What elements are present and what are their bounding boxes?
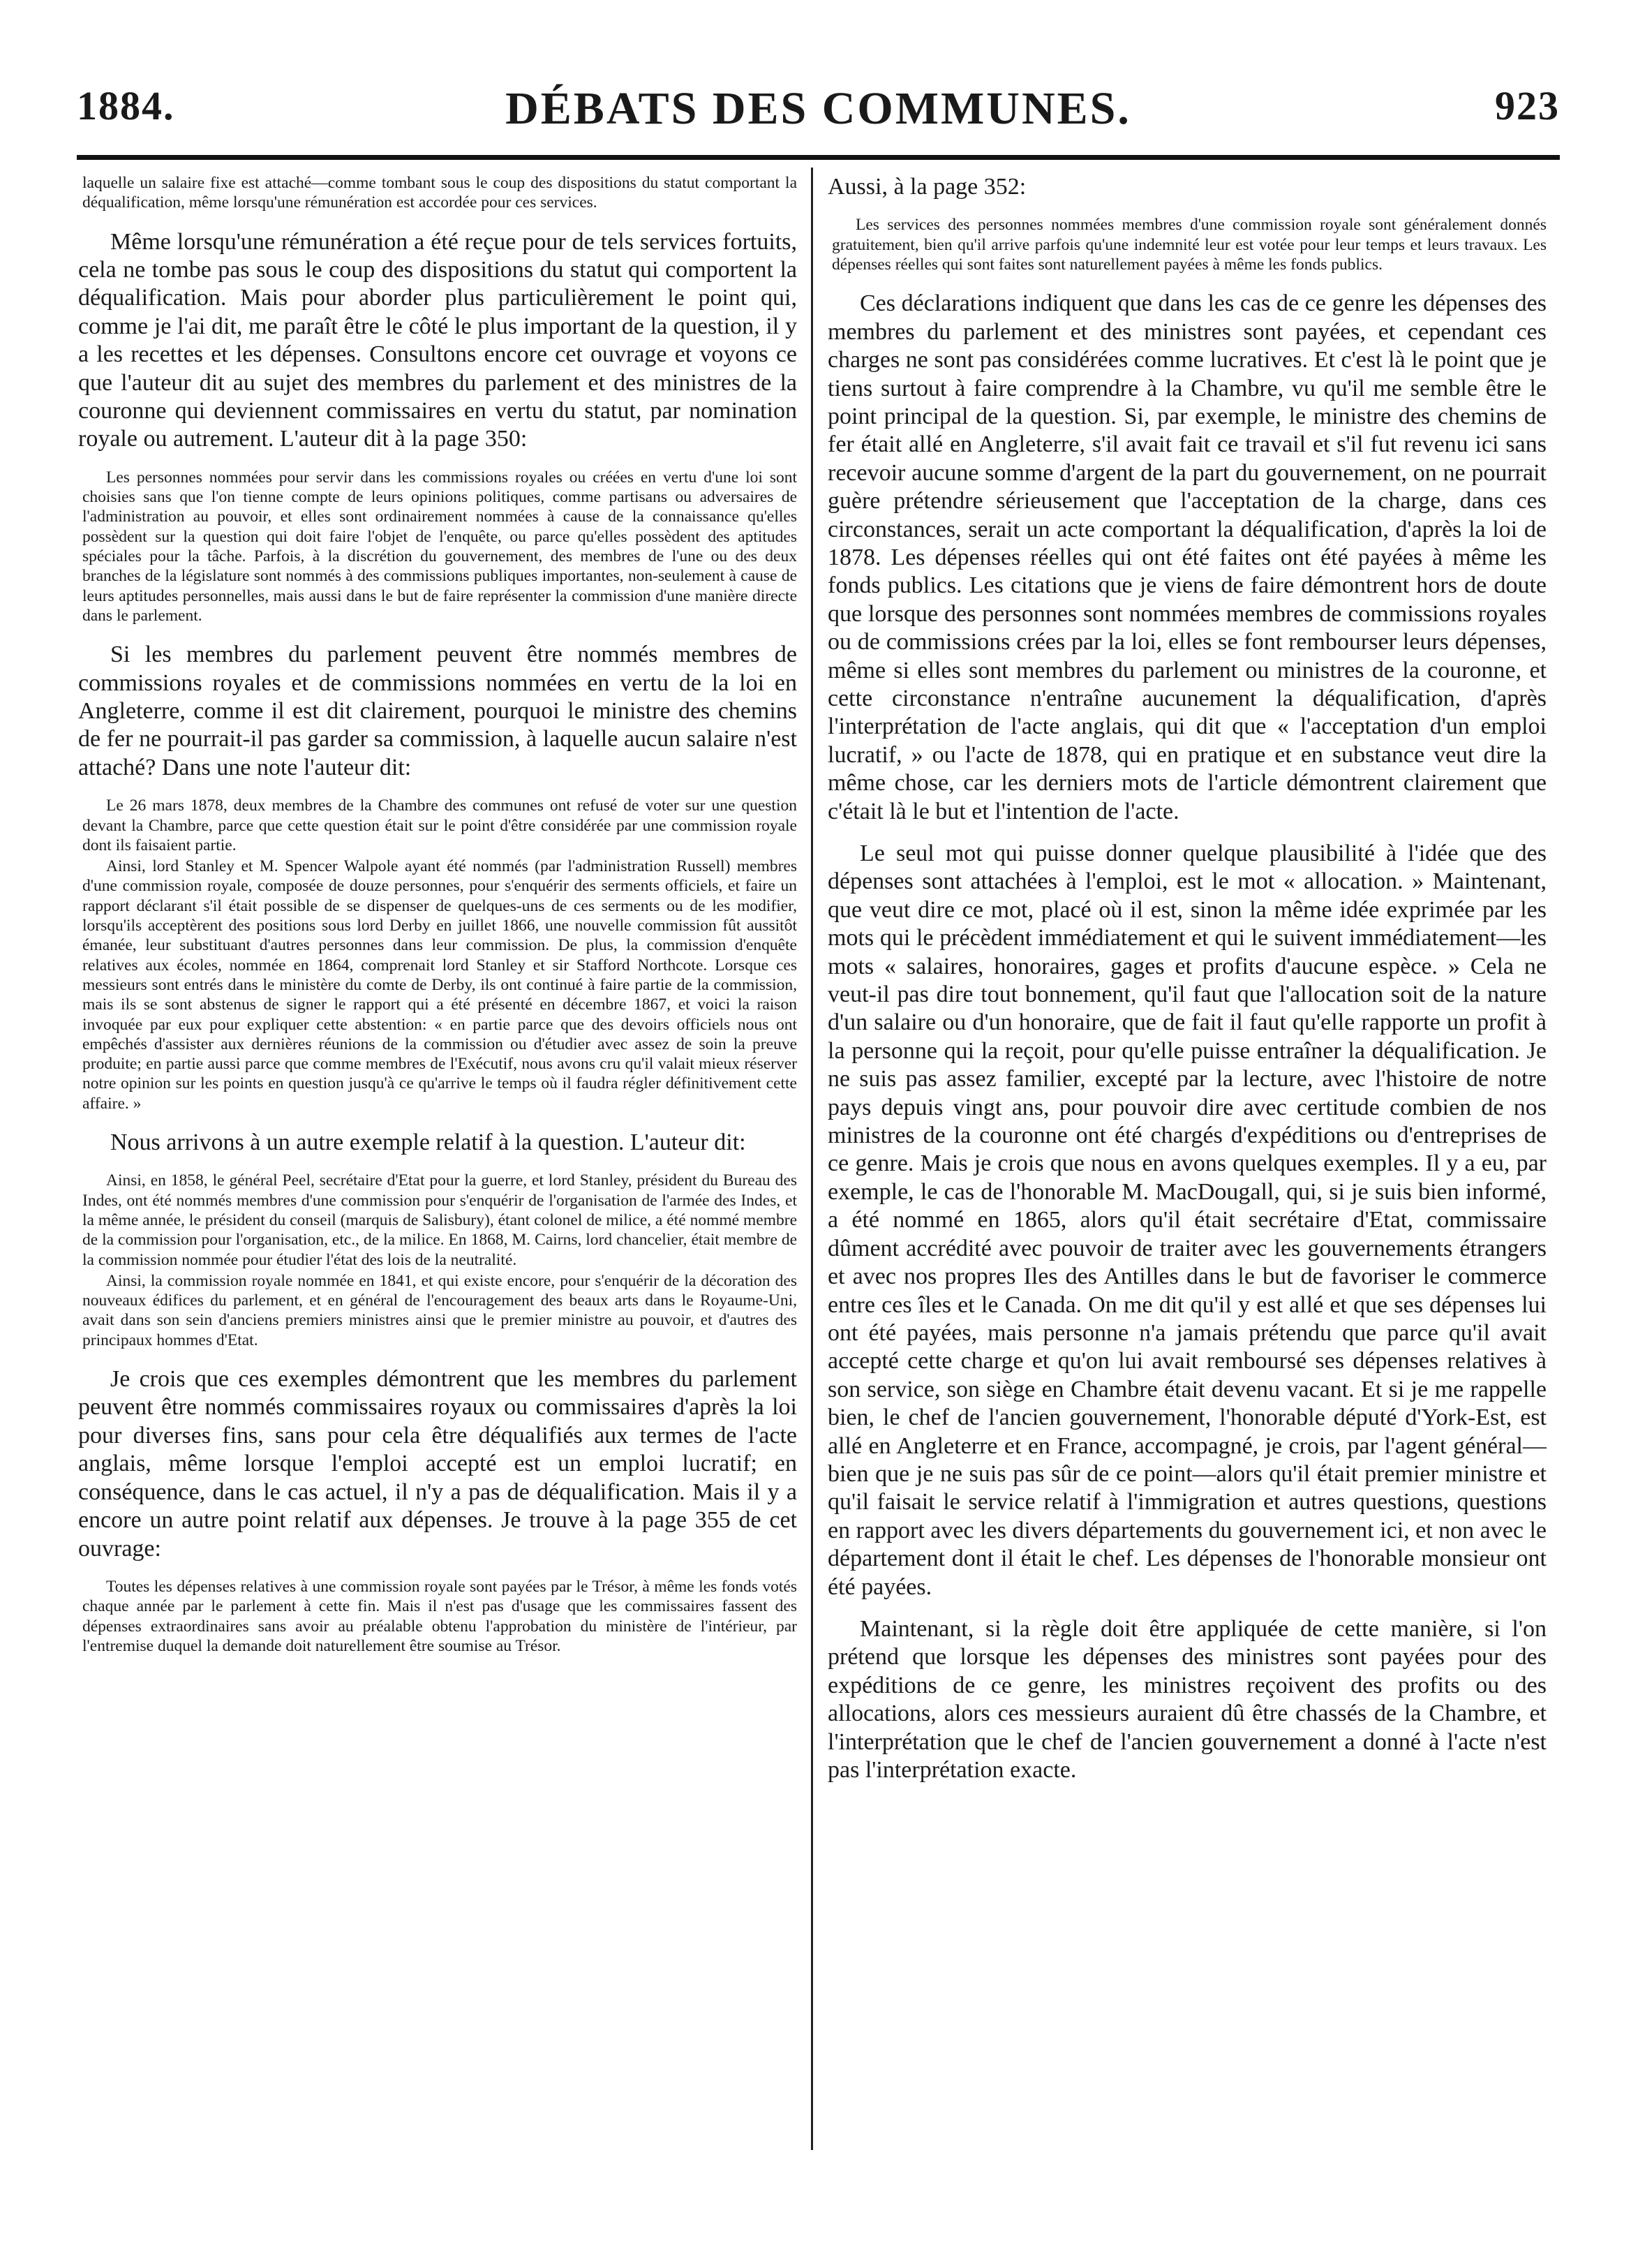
column-divider — [811, 168, 813, 2150]
quote-paragraph: Toutes les dépenses relatives à une commission royale sont payées par le Trésor, à même les fonds votés chaque année par le parlement à cette fin. Mais il n'est pas d'usage que les commissaires fassent des dépenses extraordinaires sans avoir au préalable obtenu l'approbation du ministère de l'intérieur, par l'entremise duquel la demande doit naturellement être soumise au Trésor. — [82, 1577, 797, 1655]
quote-paragraph: laquelle un salaire fixe est attaché—comme tombant sous le coup des dispositions du statut comportant la déqualification, même lorsqu'une rémunération est accordée pour ces services. — [82, 174, 797, 212]
quote-paragraph: Ainsi, en 1858, le général Peel, secrétaire d'Etat pour la guerre, et lord Stanley, président du Bureau des Indes, ont été nommés membres d'une commission pour s'enquérir de l'organisation de l'armée des Indes, et la même année, le président du conseil (marquis de Salisbury), étant colonel de milice, a été nommé membre de la commission pour l'organisation, etc., de la milice. En 1868, M. Cairns, lord chancelier, était membre de la commission nommée pour étudier l'état des lois de la neutralité. — [82, 1171, 797, 1269]
page-header — [77, 82, 1560, 145]
speech-paragraph: Aussi, à la page 352: — [828, 174, 1027, 200]
quote-paragraph: Ainsi, la commission royale nommée en 1841, et qui existe encore, pour s'enquérir de la décoration des nouveaux édifices du parlement, et en général de l'encouragement des beaux arts dans le Royaume-Uni, avait dans son sein d'anciens premiers ministres ainsi que le premier ministre au pouvoir, et d'autres des principaux hommes d'Etat. — [82, 1271, 797, 1349]
quote-paragraph: Les personnes nommées pour servir dans les commissions royales ou créées en vertu d'une loi sont choisies sans que l'on tienne compte de leurs opinions politiques, comme partisans ou adversaires de l'administration au pouvoir, et elles sont ordinairement nommées à cause de la connaissance qu'elles possèdent sur la question qui doit faire l'objet de l'enquête, ou parce qu'elles possèdent des aptitudes spéciales pour la tâche. Parfois, à la discrétion du gouvernement, des membres de l'une ou des deux branches de la législature sont nommés à des commissions publiques importantes, non-seulement à cause de leurs aptitudes personnelles, mais aussi dans le but de faire représenter la commission d'une manière directe dans le parlement. — [82, 468, 797, 625]
header-rule — [77, 155, 1560, 160]
quote-paragraph: Ainsi, lord Stanley et M. Spencer Walpole ayant été nommés (par l'administration Russell) membres d'une commission royale, composée de douze personnes, pour s'enquérir des serments officiels, et faire un rapport déclarant s'il était possible de se dispenser de quelques-uns de ces serments ou de les modifier, lorsqu'ils acceptèrent des positions sous lord Derby en juillet 1866, une nouvelle commission fût aussitôt émanée, leur substituant d'autres personnes dans leur commission. De plus, la commission d'enquête relatives aux écoles, nommée en 1864, comprenait lord Stanley et sir Stafford Northcote. Lorsque ces messieurs sont entrés dans le ministère du comte de Derby, ils ont continué à faire partie de la commission, mais ils se sont abstenus de signer le rapport qui a été présenté en décembre 1867, et voici la raison invoquée par eux pour expliquer cette abstention: « en partie parce que des devoirs officiels nous ont empêchés d'assister aux dernières réunions de la commission ou d'étudier avec assez de soin la preuve produite; en partie aussi parce que comme membres de l'Exécutif, nous avons cru qu'il valait mieux réserver notre opinion sur les points en question jusqu'à ce qu'arrive le temps où il faudra régler définitivement cette affaire. » — [82, 857, 797, 1113]
speech-paragraph: Même lorsqu'une rémunération a été reçue pour de tels services fortuits, cela ne tombe pas sous le coup des dispositions du statut qui comportent la déqualification. Mais pour aborder plus particulièrement le point qui, comme je l'ai dit, me paraît être le côté le plus important de la question, il y a les recettes et les dépenses. Consultons encore cet ouvrage et voyons ce que l'auteur dit au sujet des membres du parlement et des ministres de la couronne qui deviennent commissaires en vertu du statut, par nomination royale ou autrement. L'auteur dit à la page 350: — [78, 228, 797, 452]
speech-paragraph: Je crois que ces exemples démontrent que les membres du parlement peuvent être nommés commissaires royaux ou commissaires d'après la loi pour diverses fins, sans pour cela être déqualifiés aux termes de l'acte anglais, même lorsque l'emploi accepté est un emploi lucratif; en conséquence, dans le cas actuel, il n'y a pas de déqualification. Mais il y a encore un autre point relatif aux dépenses. Je trouve à la page 355 de cet ouvrage: — [78, 1366, 797, 1562]
header-title: DÉBATS DES COMMUNES. — [505, 83, 1131, 134]
header-year: 1884. — [77, 83, 175, 128]
speech-paragraph: Si les membres du parlement peuvent être nommés membres de commissions royales et de commissions nommées en vertu de la loi en Angleterre, comme il est dit clairement, pourquoi le ministre des chemins de fer ne pourrait-il pas garder sa commission, à laquelle aucun salaire n'est attaché? Dans une note l'auteur dit: — [78, 642, 797, 780]
speech-paragraph: Le seul mot qui puisse donner quelque plausibilité à l'idée que des dépenses sont attachées à l'emploi, est le mot « allocation. » Maintenant, que veut dire ce mot, placé où il est, sinon la même idée exprimée par les mots qui le précèdent immédiatement et qui le suivent immédiatement—les mots « salaires, honoraires, gages et profits d'aucune espèce. » Cela ne veut-il pas dire tout bonnement, qu'il faut que l'allocation soit de la nature d'un salaire ou d'un honoraire, que de fait il faut qu'elle rapporte un profit à la personne qui la reçoit, pour qu'elle puisse entraîner la déqualification. Je ne suis pas assez familier, excepté par la lecture, avec l'histoire de notre pays depuis vingt ans, pour pouvoir dire avec certitude combien de nos ministres de la couronne ont été chargés d'expéditions ou d'entreprises de ce genre. Mais je crois que nous en avons quelques exemples. Il y a eu, par exemple, le cas de l'honorable M. MacDougall, qui, si je suis bien informé, a été nommé en 1865, alors qu'il était secrétaire d'Etat, commissaire dûment accrédité avec pouvoir de traiter avec les gouvernements étrangers et avec nos propres Iles des Antilles dans le but de favoriser le commerce entre ces îles et le Canada. On me dit qu'il y est allé et que ses dépenses lui ont été payées, mais personne n'a jamais prétendu que parce qu'il avait accepté cette charge et qu'on lui avait remboursé ses dépenses relatives à son service, son siège en Chambre était devenu vacant. Et si je me rappelle bien, le chef de l'ancien gouvernement, l'honorable député d'York-Est, est allé en Angleterre et en France, accompagné, je crois, par l'agent général—bien que je ne suis pas sûr de ce point—alors qu'il était premier ministre et qu'il faisait le service relatif à l'immigration et autres questions, questions en rapport avec les divers départements du gouvernement ici, et non avec le département dont il était le chef. Les dépenses de l'honorable monsieur ont été payées. — [828, 840, 1547, 1600]
speech-paragraph: Maintenant, si la règle doit être appliquée de cette manière, si l'on prétend que lorsque les dépenses des ministres sont payées pour des expéditions de ce genre, les ministres reçoivent des profits ou des allocations, alors ces messieurs auraient dû être chassés de la Chambre, et l'interprétation que le chef de l'ancien gouvernement a donné à l'acte n'est pas l'interprétation exacte. — [828, 1615, 1547, 1784]
speech-paragraph: Ces déclarations indiquent que dans les cas de ce genre les dépenses des membres du parlement et des ministres sont payées, et cependant ces charges ne sont pas considérées comme lucratives. Et c'est là le point que je tiens surtout à faire comprendre à la Chambre, vu qu'il me semble être le point principal de la question. Si, par exemple, le ministre des chemins de fer était allé en Angleterre, s'il avait fait ce travail et s'il fut revenu ici sans recevoir aucune somme d'argent de la part du gouvernement, on ne pourrait guère prétendre sérieusement que l'acceptation de la charge, dans ces circonstances, serait un acte comportant la déqualification, d'après la loi de 1878. Les dépenses réelles qui ont été faites ont été payées à même les fonds publics. Les citations que je viens de faire démontrent hors de doute que lorsque des personnes sont nommées membres de commissions royales ou de commissions crées par la loi, elles se font rembourser leurs dépenses, même si elles sont membres du parlement ou ministres de la couronne, et cette circonstance n'entraîne aucunement la déqualification, d'après l'interprétation de l'acte anglais, qui dit que « l'acceptation d'un emploi lucratif, » ou l'acte de 1878, qui en pratique et en substance veut dire la même chose, car les derniers mots de l'article démontrent clairement que c'était là le but et l'intention de l'acte. — [828, 290, 1547, 824]
quote-paragraph: Le 26 mars 1878, deux membres de la Chambre des communes ont refusé de voter sur une question devant la Chambre, parce que cette question était sur le point d'être considérée par une commission royale dont ils faisaient partie. — [82, 796, 797, 854]
left-column — [78, 173, 797, 2170]
right-column — [828, 173, 1547, 2170]
page-number: 923 — [1495, 83, 1560, 128]
speech-paragraph: Nous arrivons à un autre exemple relatif à la question. L'auteur dit: — [110, 1129, 746, 1155]
quote-paragraph: Les services des personnes nommées membres d'une commission royale sont généralement donnés gratuitement, bien qu'il arrive parfois qu'une indemnité leur est votée pour leur temps et leurs travaux. Les dépenses réelles qui sont faites sont naturellement payées à même les fonds publics. — [832, 216, 1547, 274]
